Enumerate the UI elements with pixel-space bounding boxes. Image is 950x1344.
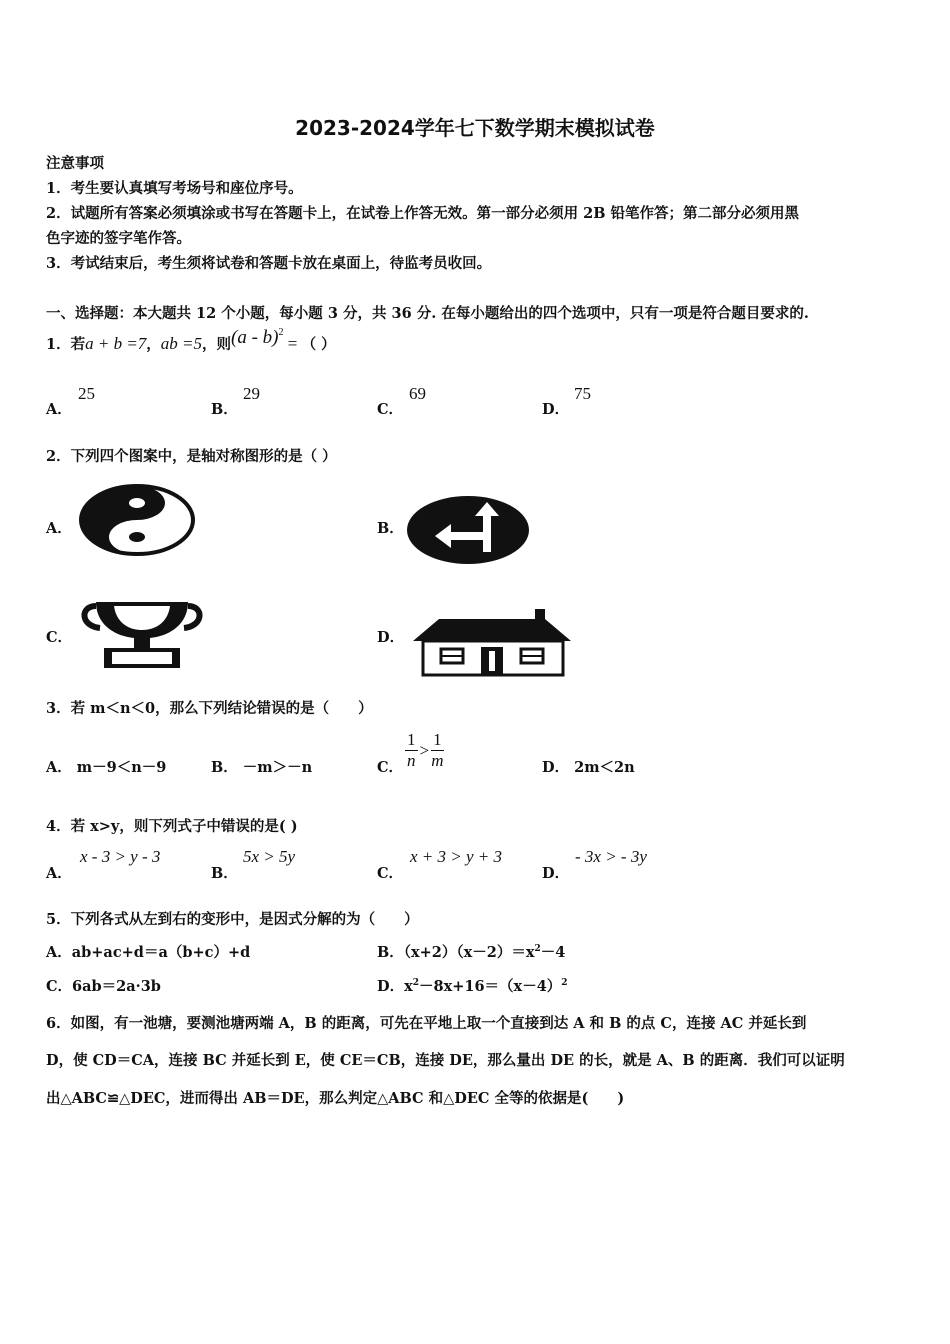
question-6-line-3: 出△ABC≌△DEC，进而得出 AB＝DE，那么判定△ABC 和△DEC 全等的依据是( ) — [46, 1090, 625, 1107]
q4-option-b-label: B． — [211, 865, 238, 882]
question-6-line-2: D，使 CD＝CA，连接 BC 并延长到 E，使 CE＝CB，连接 DE，那么量出 DE 的长，就是 A、B 的距离．我们可以证明 — [46, 1052, 845, 1069]
q3-option-d: D． 2m＜2n — [542, 759, 635, 776]
q5-option-d: D．$x^2-8x+16=(x-4)^2$ — [377, 978, 568, 995]
q4-option-c-expr: x + 3 > y + 3 — [410, 847, 503, 866]
q3-option-c-expr: $\frac{1}{n}$ > $\frac{1}{m}$ — [407, 730, 444, 770]
q4-option-d-label: D． — [542, 865, 570, 882]
q4-option-c-label: C． — [377, 865, 404, 882]
q4-option-a-expr: x - 3 > y - 3 — [80, 847, 161, 866]
traffic-sign-icon — [405, 494, 531, 566]
notice-item-2: 2．试题所有答案必须填涂或书写在答题卡上，在试卷上作答无效。第一部分必须用 2B 铅笔作答；第二部分必须用黑 — [46, 205, 800, 222]
notice-item-3: 3．考试结束后，考生须将试卷和答题卡放在桌面上，待监考员收回。 — [46, 255, 492, 272]
q1-option-d-label: D． — [542, 401, 570, 418]
q4-option-a-label: A． — [46, 865, 72, 882]
q1-option-c-label: C． — [377, 401, 404, 418]
q4-option-b-expr: 5x > 5y — [243, 847, 296, 866]
q5-option-c: C．6ab＝2a·3b — [46, 978, 161, 995]
question-3-stem: 3．若 m＜n＜0，那么下列结论错误的是（ ） — [46, 700, 373, 717]
question-4-stem: 4．若 x>y，则下列式子中错误的是( ) — [46, 818, 298, 835]
taiji-icon — [78, 484, 196, 556]
q5-option-a: A．ab+ac+d＝a（b+c）+d — [46, 944, 251, 961]
q5-option-b: B．$(x+2)(x-2)=x^2-4$ — [377, 944, 566, 961]
section-heading: 一、选择题：本大题共 12 个小题，每小题 3 分，共 36 分. 在每小题给出的四个选项中，只有一项是符合题目要求的. — [46, 305, 809, 322]
question-1-stem: 1．若a + b =7，ab =5，则(a - b)$^2$ = （ ） — [46, 326, 336, 353]
q2-option-c-label: C． — [46, 629, 73, 646]
q2-option-b-label: B． — [377, 520, 404, 537]
question-2-stem: 2．下列四个图案中，是轴对称图形的是（ ） — [46, 448, 337, 465]
question-6-line-1: 6．如图，有一池塘，要测池塘两端 A，B 的距离，可先在平地上取一个直接到达 A 和 B 的点 C，连接 AC 并延长到 — [46, 1015, 807, 1032]
q3-option-c-label: C． — [377, 759, 404, 776]
notice-item-2-cont: 色字迹的签字笔作答。 — [46, 230, 191, 247]
trophy-icon — [78, 596, 206, 670]
question-5-stem: 5．下列各式从左到右的变形中，是因式分解的为（ ） — [46, 911, 419, 928]
q3-option-a: A． m－9＜n－9 — [46, 759, 167, 776]
notice-heading: 注意事项 — [46, 155, 104, 172]
q1-option-a-value: 25 — [78, 384, 95, 403]
q3-option-b: B． －m＞－n — [211, 759, 313, 776]
house-icon — [411, 607, 573, 677]
q4-option-d-expr: - 3x > - 3y — [575, 847, 647, 866]
q1-option-c-value: 69 — [409, 384, 426, 403]
page-title: 2023-2024学年七下数学期末模拟试卷 — [295, 116, 655, 140]
q2-option-a-label: A． — [46, 520, 72, 537]
q2-option-d-label: D． — [377, 629, 405, 646]
notice-item-1: 1．考生要认真填写考场号和座位序号。 — [46, 180, 303, 197]
q1-option-a-label: A． — [46, 401, 72, 418]
q1-option-b-label: B． — [211, 401, 238, 418]
q1-option-d-value: 75 — [574, 384, 591, 403]
q1-option-b-value: 29 — [243, 384, 260, 403]
